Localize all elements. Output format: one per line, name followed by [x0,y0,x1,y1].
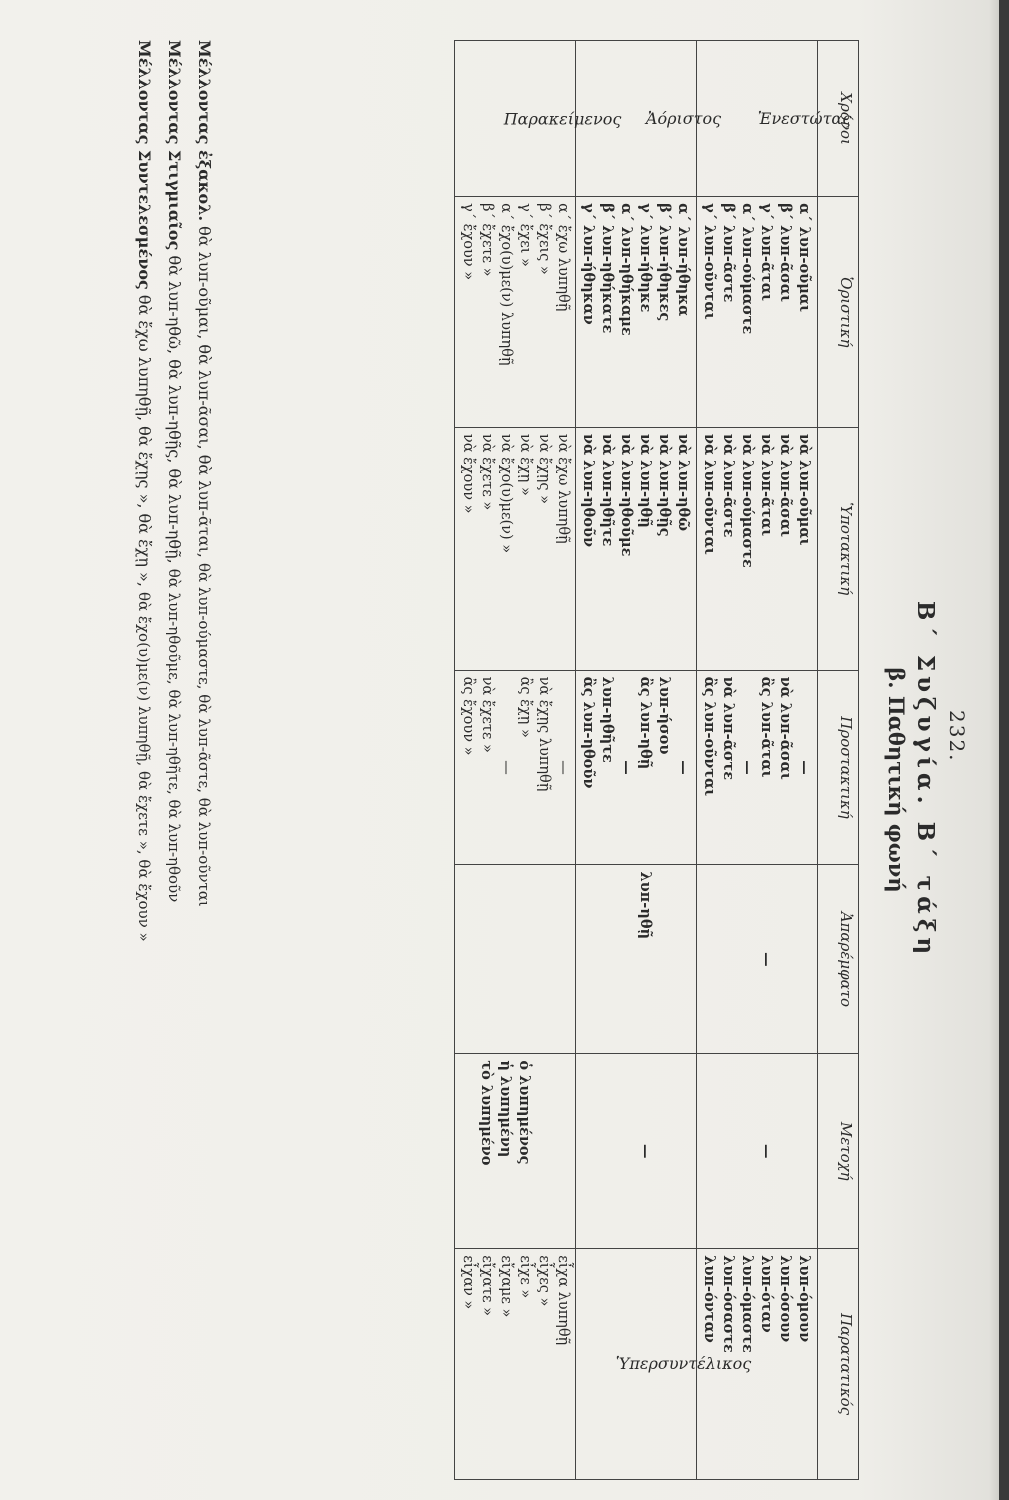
table-row [697,41,818,1480]
metochi-cell: ὁ λυπημένος ἡ λυπημένη τὸ λυπημένο [455,1054,576,1249]
page-subtitle: β. Παθητική φωνή [884,667,909,893]
tense-label: Παρακείμενος [455,41,576,197]
pluperfect-heading: Ὑπερσυντέλικος [576,1249,697,1480]
tense-label: Ἐνεστώτας [697,41,818,197]
aparemfato-cell [455,865,576,1054]
metochi-cell: — [697,1054,818,1249]
oristiki-cell: α΄ λυπ-οῦμαι β΄ λυπ-ᾶσαι γ΄ λυπ-ᾶται α΄ λυπ-ούμαστε β΄ λυπ-ᾶστε γ΄ λυπ-οῦνται [697,197,818,428]
oristiki-cell: α΄ ἔχω λυπηθῇ β΄ ἔχεις » γ΄ ἔχει » α΄ ἔχο(υ)με(ν) λυπηθῇ β΄ ἔχετε » γ΄ ἔχουν » [455,197,576,428]
header-aparemfato: Ἀπαρέμφατο [818,865,859,1054]
conjugation-table [454,40,859,1480]
oristiki-cell: α΄ λυπ-ήθηκα β΄ λυπ-ήθηκες γ΄ λυπ-ήθηκε α΄ λυπ-ηθήκαμε β΄ λυπ-ηθήκατε γ΄ λυπ-ήθηκαν [576,197,697,428]
future-continuous: Μέλλοντας ἐξακολ. θὰ λυπ-οῦμαι, θὰ λυπ-ᾶσαι, θὰ λυπ-ᾶται, θὰ λυπ-ούμαστε, θὰ λυπ-ᾶστε, θὰ λυπ-οῦνται [195,40,214,907]
header-row [818,41,859,1480]
table-row [576,41,697,1480]
header-ypotaktiki: Ὑποτακτική [818,427,859,670]
prostaktiki-cell: — νὰ λυπ-ᾶσαι ἂς λυπ-ᾶται — νὰ λυπ-ᾶστε ἂς λυπ-οῦνται [697,670,818,865]
page-title: Β΄ Συζυγία. Β΄ τάξη [912,600,939,960]
table-row [455,41,576,1480]
aparemfato-cell: — [697,865,818,1054]
header-prostaktiki: Προστακτική [818,670,859,865]
prostaktiki-cell: — νὰ ἔχῃς λυπηθῇ ἂς ἔχῃ » — νὰ ἔχετε » ἂς ἔχουν » [455,670,576,865]
ypotaktiki-cell: νὰ ἔχω λυπηθῇ νὰ ἔχῃς » νὰ ἔχῃ » νὰ ἔχο(υ)με(ν) » νὰ ἔχετε » νὰ ἔχουν » [455,427,576,670]
header-paratatikos: Παρατατικός [818,1249,859,1480]
header-oristiki: Ὁριστική [818,197,859,428]
paratatikos-cell: εἶχα λυπηθῇ εἶχες » εἶχε » εἴχαμε » εἴχατε » εἶχαν » [455,1249,576,1480]
aparemfato-cell: λυπ-ηθῇ [576,865,697,1054]
prostaktiki-cell: — λυπ-ήσου ἂς λυπ-ηθῇ — λυπ-ηθῆτε ἂς λυπ-ηθοῦν [576,670,697,865]
future-tenses [129,40,219,1480]
ypotaktiki-cell: νὰ λυπ-οῦμαι νὰ λυπ-ᾶσαι νὰ λυπ-ᾶται νὰ λυπ-ούμαστε νὰ λυπ-ᾶστε νὰ λυπ-οῦνται [697,427,818,670]
header-tenses: Χρόνοι [818,41,859,197]
metochi-cell: — [576,1054,697,1249]
tense-label: Ἀόριστος [576,41,697,197]
ypotaktiki-cell: νὰ λυπ-ηθῶ νὰ λυπ-ηθῇς νὰ λυπ-ηθῇ νὰ λυπ-ηθοῦμε νὰ λυπ-ηθῆτε νὰ λυπ-ηθοῦν [576,427,697,670]
page-number: 232. [945,710,969,763]
future-perfect: Μέλλοντας Συντελεσμένος θὰ ἔχω λυπηθῇ, θὰ ἔχῃς », θὰ ἔχῃ », θὰ ἔχο(υ)με(ν) λυπηθῇ, θὰ ἔχετε », θὰ ἔχουν » [135,40,154,942]
paratatikos-cell: λυπ-όμουν λυπ-όσουν λυπ-όταν λυπ-όμαστε λυπ-όσαστε λυπ-όνταν [697,1249,818,1480]
future-simple: Μέλλοντας Στιγμιαῖος θὰ λυπ-ηθῶ, θὰ λυπ-ηθῇς, θὰ λυπ-ηθῇ, θὰ λυπ-ηθοῦμε, θὰ λυπ-ηθῆτε, θὰ λυπ-ηθοῦν [165,40,184,903]
header-metochi: Μετοχή [818,1054,859,1249]
